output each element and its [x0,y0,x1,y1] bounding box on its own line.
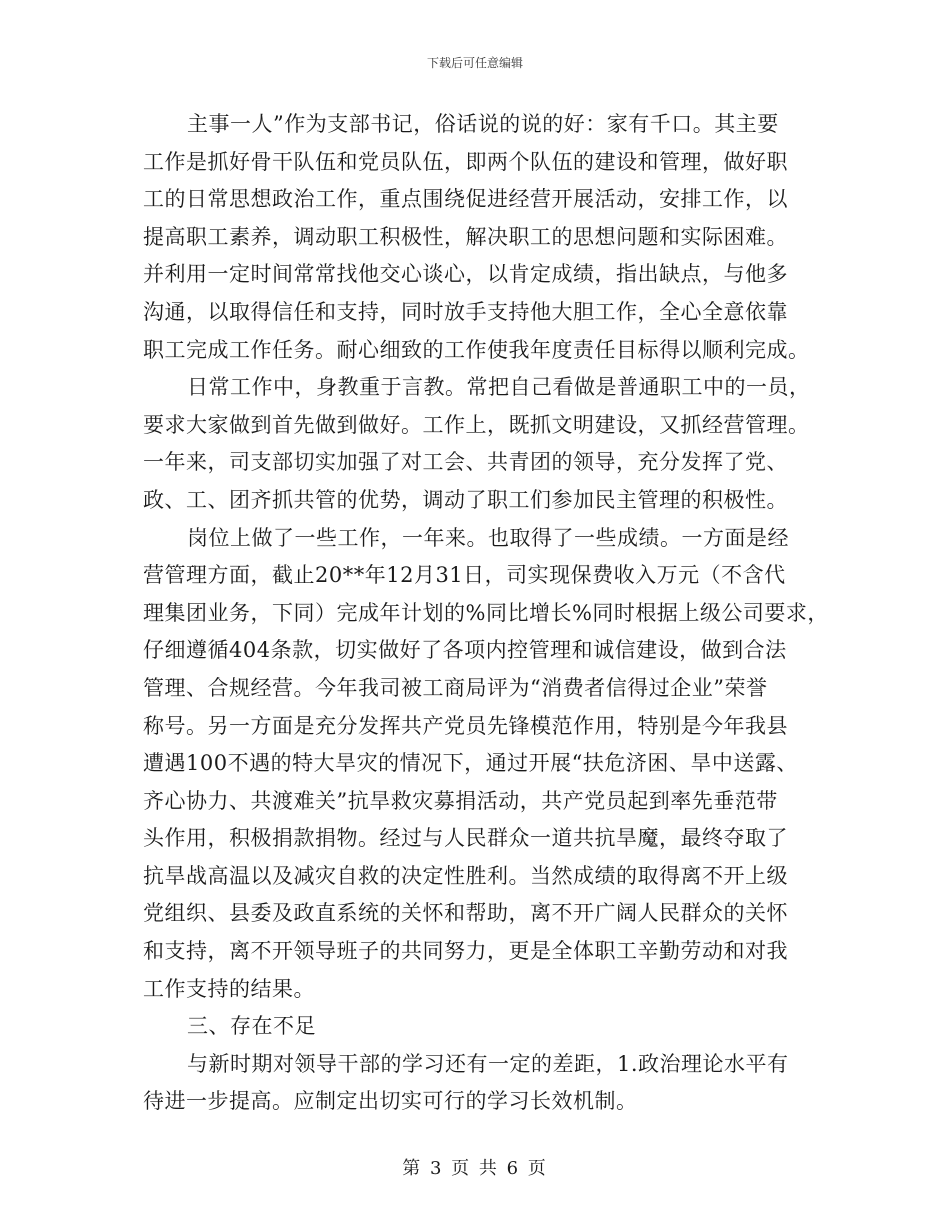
text-line: 称号。另一方面是充分发挥共产党员先锋模范作用，特别是今年我县 [143,713,788,738]
page-header-note: 下载后可任意编辑 [426,56,523,70]
text-line: 仔细遵循404条款，切实做好了各项内控管理和诚信建设，做到合法 [143,638,787,663]
text-line: 待进一步提高。应制定出切实可行的学习长效机制。 [143,1089,638,1114]
text-line: 要求大家做到首先做到做好。工作上，既抓文明建设，又抓经营管理。 [143,412,810,437]
text-line: 工作是抓好骨干队伍和党员队伍，即两个队伍的建设和管理，做好职 [143,149,788,174]
text-line: 齐心协力、共渡难关”抗旱救灾募捐活动，共产党员起到率先垂范带 [143,788,778,813]
text-line: 职工完成工作任务。耐心细致的工作使我年度责任目标得以顺利完成。 [143,337,810,362]
text-line: 和支持，离不开领导班子的共同努力，更是全体职工辛勤劳动和对我 [143,939,788,964]
text-line: 岗位上做了一些工作，一年来。也取得了一些成绩。一方面是经 [187,525,789,550]
text-line: 党组织、县委及政直系统的关怀和帮助，离不开广阔人民群众的关怀 [143,901,788,926]
text-line: 工作支持的结果。 [143,976,315,1001]
section-heading: 三、存在不足 [187,1014,316,1039]
text-line: 遭遇100不遇的特大旱灾的情况下，通过开展“扶危济困、旱中送露、 [143,751,798,776]
text-line: 工的日常思想政治工作，重点围绕促进经营开展活动，安排工作，以 [143,187,788,212]
text-line: 日常工作中，身教重于言教。常把自己看做是普通职工中的一员， [187,375,811,400]
text-line: 管理、合规经营。今年我司被工商局评为“消费者信得过企业”荣誉 [143,675,768,700]
text-line: 理集团业务，下同）完成年计划的%同比增长%同时根据上级公司要求， [143,600,829,625]
text-line: 一年来，司支部切实加强了对工会、共青团的领导，充分发挥了党、 [143,450,788,475]
text-line: 抗旱战高温以及减灾自救的决定性胜利。当然成绩的取得离不开上级 [143,863,788,888]
text-line: 提高职工素养，调动职工积极性，解决职工的思想问题和实际困难。 [143,224,788,249]
text-line: 沟通，以取得信任和支持，同时放手支持他大胆工作，全心全意依靠 [143,299,788,324]
text-line: 头作用，积极捐款捐物。经过与人民群众一道共抗旱魔，最终夺取了 [143,826,788,851]
text-line: 并利用一定时间常常找他交心谈心，以肯定成绩，指出缺点，与他多 [143,262,788,287]
text-line: 政、工、团齐抓共管的优势，调动了职工们参加民主管理的积极性。 [143,487,788,512]
text-line: 与新时期对领导干部的学习还有一定的差距，1.政治理论水平有 [187,1051,789,1076]
text-line: 营管理方面，截止20**年12月31日，司实现保费收入万元（不含代 [143,563,786,588]
document-body [143,106,829,1121]
text-line: 主事一人”作为支部书记，俗话说的说的好：家有千口。其主要 [187,112,779,136]
page-number: 第 3 页 共 6 页 [402,1158,548,1179]
